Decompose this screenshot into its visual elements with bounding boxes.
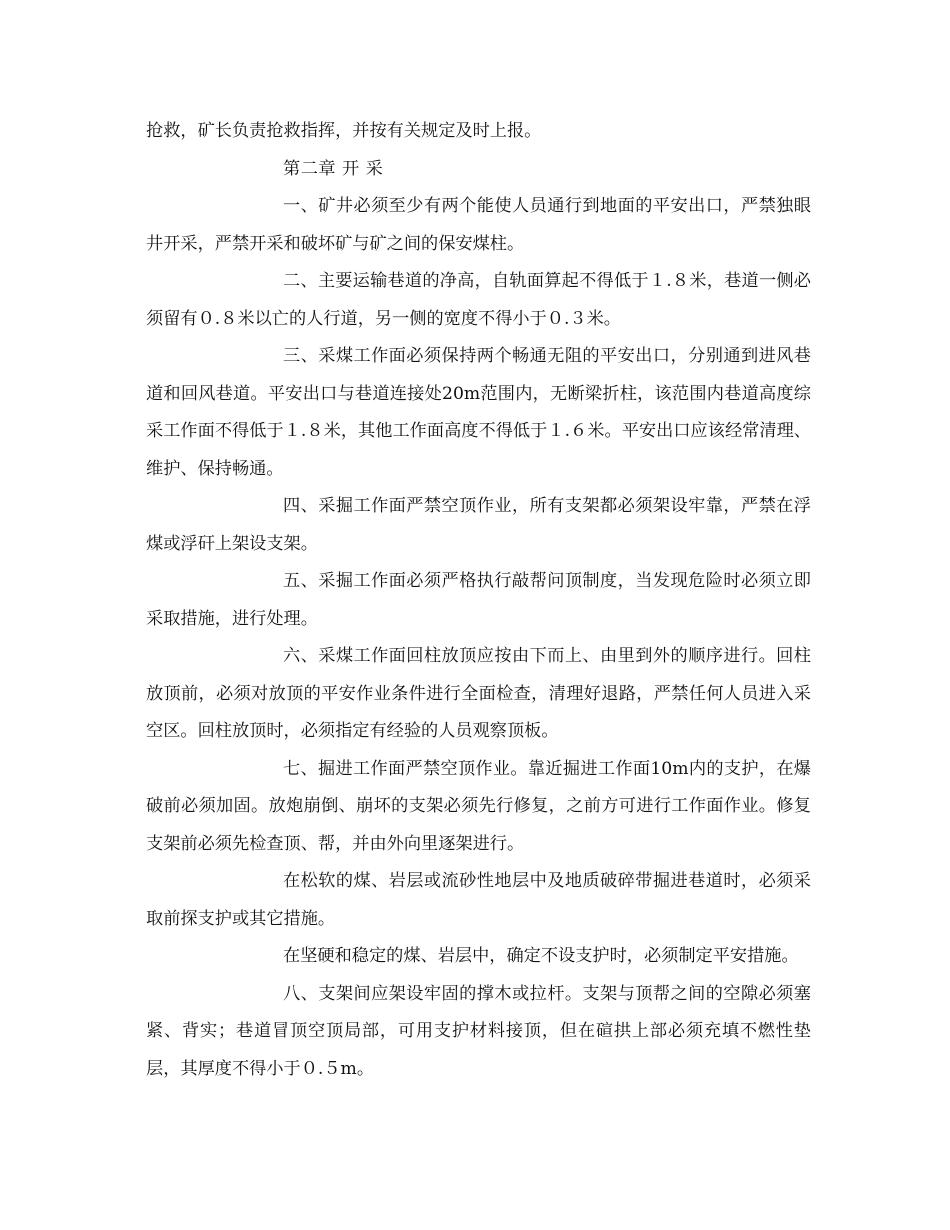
document-body [146, 113, 811, 1088]
paragraph-item-3: 三、采煤工作面必须保持两个畅通无阻的平安出口，分别通到进风巷道和回风巷道。平安出口与巷道连接处20m范围内，无断梁折柱，该范围内巷道高度综采工作面不得低于１.８米，其他工作面高度不得低于１.６米。平安出口应该经常清理、维护、保持畅通。 [146, 346, 811, 479]
paragraph-item-2: 二、主要运输巷道的净高，自轨面算起不得低于１.８米，巷道一侧必须留有０.８米以亡的人行道，另一侧的宽度不得小于０.３米。 [146, 271, 811, 329]
paragraph-item-5: 五、采掘工作面必须严格执行敲帮问顶制度，当发现危险时必须立即采取措施，进行处理。 [146, 571, 811, 629]
paragraph-item-6: 六、采煤工作面回柱放顶应按由下而上、由里到外的顺序进行。回柱放顶前，必须对放顶的平安作业条件进行全面检查，清理好退路，严禁任何人员进入采空区。回柱放顶时，必须指定有经验的人员观察顶板。 [146, 646, 811, 741]
paragraph-hard-strata: 在坚硬和稳定的煤、岩层中，确定不设支护时，必须制定平安措施。 [283, 946, 799, 966]
paragraph-item-4: 四、采掘工作面严禁空顶作业，所有支架都必须架设牢靠，严禁在浮煤或浮矸上架设支架。 [146, 496, 811, 554]
chapter-heading: 第二章 开 采 [283, 158, 384, 179]
paragraph-soft-strata: 在松软的煤、岩层或流砂性地层中及地质破碎带掘进巷道时，必须采取前探支护或其它措施。 [146, 871, 811, 929]
paragraph-item-1: 一、矿井必须至少有两个能使人员通行到地面的平安出口，严禁独眼井开采，严禁开采和破坏矿与矿之间的保安煤柱。 [146, 196, 811, 254]
paragraph-item-7: 七、掘进工作面严禁空顶作业。靠近掘进工作面10m内的支护，在爆破前必须加固。放炮崩倒、崩坏的支架必须先行修复，之前方可进行工作面作业。修复支架前必须先检查顶、帮，并由外向里逐架进行。 [146, 758, 811, 854]
paragraph-continuation: 抢救，矿长负责抢救指挥，并按有关规定及时上报。 [146, 121, 542, 141]
paragraph-item-8: 八、支架间应架设牢固的撑木或拉杆。支架与顶帮之间的空隙必须塞紧、背实；巷道冒顶空顶局部，可用支护材料接顶，但在碹拱上部必须充填不燃性垫层，其厚度不得小于０.５m。 [146, 983, 811, 1079]
